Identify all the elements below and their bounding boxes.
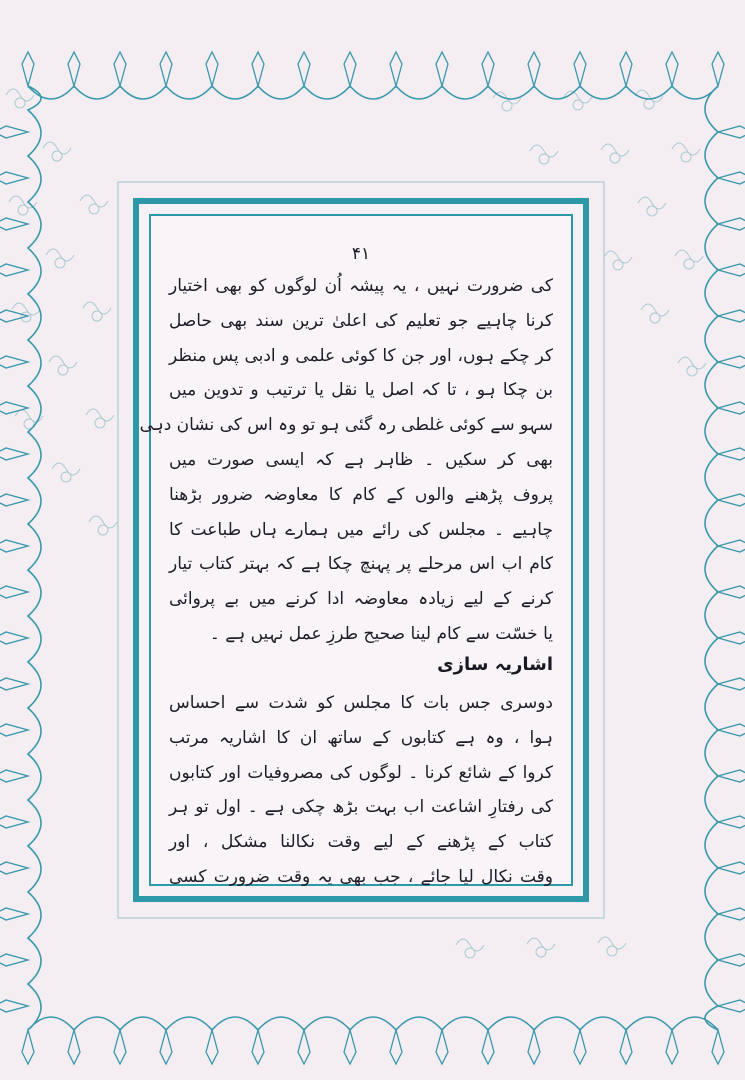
finial-ornament [390,1030,402,1064]
filigree-swirl [456,939,484,951]
finial-ornament [0,954,28,966]
finial-ornament [718,448,745,460]
paragraph-2 [169,686,553,895]
finial-ornament [344,52,356,86]
finial-ornament [0,816,28,828]
filigree-swirl [684,259,694,269]
paragraph-1 [139,269,553,652]
filigree-swirl [502,101,512,111]
filigree-swirl [644,99,654,109]
finial-ornament [574,1030,586,1064]
text-line: سہو سے کوئی غلطی رہ گئی ہو تو وہ اس کی نشان دہی [139,415,553,436]
finial-ornament [436,1030,448,1064]
text-line: وقت نکال لیا جائے ، جب بھی یہ وقت ضرورت کسی [169,866,553,887]
text-frame-inner [139,214,573,887]
text-line: بن چکا ہو ، تا کہ اصل یا نقل یا ترتیب و تدوین میں [169,380,553,401]
finial-ornament [0,356,28,368]
finial-ornament [0,678,28,690]
finial-ornament [0,540,28,552]
text-line: کی رفتارِ اشاعت اب بہت بڑھ چکی ہے ۔ اول تو ہر [169,797,553,818]
finial-ornament [22,52,34,86]
finial-ornament [68,1030,80,1064]
text-line: بھی کر سکیں ۔ ظاہر ہے کہ ایسی صورت میں [169,449,553,470]
filigree-swirl [604,251,632,263]
filigree-swirl [98,525,108,535]
finial-ornament [160,1030,172,1064]
finial-ornament [482,1030,494,1064]
finial-ornament [114,1030,126,1064]
filigree-swirl [92,311,102,321]
finial-ornament [620,1030,632,1064]
finial-ornament [718,126,745,138]
finial-ornament [0,402,28,414]
filigree-swirl [58,365,68,375]
finial-ornament [718,310,745,322]
filigree-swirl [601,144,629,156]
filigree-swirl [55,258,65,268]
finial-ornament [0,494,28,506]
finial-ornament [436,52,448,86]
finial-ornament [718,540,745,552]
filigree-swirl [678,357,706,369]
section-heading: اشاریہ سازی [437,654,553,675]
filigree-swirl [89,204,99,214]
text-line: کی ضرورت نہیں ، یہ پیشہ اُن لوگوں کو بھی اختیار [169,276,553,296]
text-frame-outer [133,198,589,902]
finial-ornament [0,908,28,920]
finial-ornament [718,770,745,782]
filigree-swirl [43,142,71,154]
finial-ornament [344,1030,356,1064]
finial-ornament [0,218,28,230]
finial-ornament [666,1030,678,1064]
text-line: یا خسّت سے کام لینا صحیح طرزِ عمل نہیں ہے ۔ [209,623,553,644]
page-number: ۴۱ [351,244,371,264]
filigree-swirl [52,463,80,475]
filigree-swirl [687,366,697,376]
finial-ornament [718,356,745,368]
finial-ornament [718,816,745,828]
filigree-swirl [530,145,558,157]
text-line: کتاب کے پڑھنے کے لیے وقت نکالنا مشکل ، اور [169,832,553,853]
finial-ornament [0,172,28,184]
filigree-swirl [18,205,28,215]
finial-ornament [718,1000,745,1012]
finial-ornament [0,448,28,460]
filigree-swirl [15,98,25,108]
filigree-swirl [672,143,700,155]
filigree-swirl [89,516,117,528]
finial-ornament [252,52,264,86]
finial-ornament [0,310,28,322]
finial-ornament [68,52,80,86]
text-line: چاہیے ۔ مجلس کی رائے میں ہمارے ہاں طباعت کا [169,519,553,540]
finial-ornament [298,1030,310,1064]
filigree-swirl [52,151,62,161]
filigree-swirl [598,937,626,949]
finial-ornament [0,770,28,782]
text-line: کام اب اس مرحلے پر پہنچ چکا ہے کہ بہتر کتاب تیار [169,554,553,575]
filigree-swirl [638,197,666,209]
text-line: کرنا چاہیے جو تعلیم کی اعلیٰ ترین سند بھی حاصل [169,310,553,331]
filigree-swirl [61,472,71,482]
finial-ornament [718,954,745,966]
finial-ornament [718,218,745,230]
finial-ornament [0,126,28,138]
filigree-swirl [465,948,475,958]
finial-ornament [528,1030,540,1064]
finial-ornament [114,52,126,86]
finial-ornament [206,1030,218,1064]
filigree-swirl [573,100,583,110]
text-line: دوسری جس بات کا مجلس کو شدت سے احساس [169,693,553,713]
finial-ornament [0,632,28,644]
finial-ornament [0,586,28,598]
finial-ornament [666,52,678,86]
finial-ornament [718,402,745,414]
finial-ornament [712,1030,724,1064]
filigree-swirl [647,206,657,216]
filigree-swirl [46,249,74,261]
finial-ornament [712,52,724,86]
filigree-swirl [527,938,555,950]
filigree-swirl [610,153,620,163]
finial-ornament [718,678,745,690]
finial-ornament [482,52,494,86]
finial-ornament [620,52,632,86]
filigree-swirl [641,304,669,316]
text-line: کر چکے ہوں، اور جن کا کوئی علمی و ادبی پس منظر [169,345,553,366]
finial-ornament [718,264,745,276]
filigree-swirl [681,152,691,162]
finial-ornament [718,908,745,920]
text-line: کروا کے شائع کرنا ۔ لوگوں کی مصروفیات اور کتابوں [169,762,553,783]
finial-ornament [0,862,28,874]
finial-ornament [390,52,402,86]
filigree-swirl [539,154,549,164]
filigree-swirl [536,947,546,957]
filigree-swirl [49,356,77,368]
finial-ornament [206,52,218,86]
finial-ornament [718,724,745,736]
filigree-swirl [83,302,111,314]
finial-ornament [160,52,172,86]
text-line: کرنے کے لیے زیادہ معاوضہ ادا کرنے میں بے پروائی [169,589,553,610]
finial-ornament [718,494,745,506]
finial-ornament [718,632,745,644]
finial-ornament [0,264,28,276]
finial-ornament [298,52,310,86]
finial-ornament [718,586,745,598]
finial-ornament [718,862,745,874]
filigree-swirl [6,89,34,101]
finial-ornament [0,1000,28,1012]
text-line: ہوا ، وہ ہے کتابوں کے ساتھ ان کا اشاریہ مرتب [169,727,553,748]
finial-ornament [252,1030,264,1064]
finial-ornament [22,1030,34,1064]
filigree-swirl [613,260,623,270]
finial-ornament [528,52,540,86]
finial-ornament [574,52,586,86]
filigree-swirl [80,195,108,207]
finial-ornament [718,172,745,184]
filigree-swirl [95,418,105,428]
text-line: پروف پڑھنے والوں کے کام کا معاوضہ ضرور بڑھنا [169,484,553,505]
filigree-swirl [650,313,660,323]
finial-ornament [0,724,28,736]
filigree-swirl [675,250,703,262]
filigree-swirl [86,409,114,421]
filigree-swirl [607,946,617,956]
